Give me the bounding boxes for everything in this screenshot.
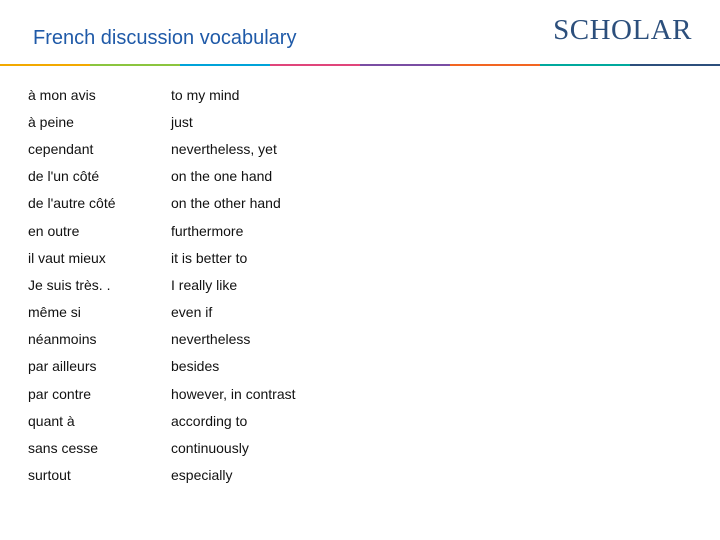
english-translation: on the other hand <box>171 195 281 212</box>
english-translation: just <box>171 113 193 130</box>
divider-segment <box>360 64 450 66</box>
divider-segment <box>270 64 360 66</box>
french-term: sans cesse <box>28 440 99 457</box>
divider-segment <box>540 64 630 66</box>
divider-segment <box>90 64 180 66</box>
vocab-row <box>28 108 628 135</box>
vocab-row <box>28 163 628 190</box>
english-translation: furthermore <box>171 222 244 239</box>
divider-segment <box>630 64 720 66</box>
french-term: par ailleurs <box>28 358 97 375</box>
french-term: à peine <box>28 113 74 130</box>
divider-segment <box>450 64 540 66</box>
french-term: néanmoins <box>28 331 97 348</box>
english-translation: it is better to <box>171 249 248 266</box>
english-translation: even if <box>171 304 213 321</box>
vocab-row <box>28 271 628 298</box>
vocab-row <box>28 380 628 407</box>
french-term: en outre <box>28 222 80 239</box>
vocab-row <box>28 407 628 434</box>
divider-segment <box>180 64 270 66</box>
french-term: de l'autre côté <box>28 195 116 212</box>
vocab-row <box>28 353 628 380</box>
vocab-row <box>28 434 628 461</box>
vocab-row <box>28 326 628 353</box>
french-term: surtout <box>28 467 71 484</box>
english-translation: nevertheless, yet <box>171 140 277 157</box>
english-translation: continuously <box>171 440 249 457</box>
english-translation: on the one hand <box>171 168 273 185</box>
english-translation: however, in contrast <box>171 385 296 402</box>
french-term: il vaut mieux <box>28 249 106 266</box>
french-term: Je suis très. . <box>28 276 111 293</box>
english-translation: besides <box>171 358 220 375</box>
divider-segment <box>0 64 90 66</box>
vocab-row <box>28 190 628 217</box>
header-divider <box>0 64 720 66</box>
vocab-row <box>28 244 628 271</box>
french-term: à mon avis <box>28 86 96 103</box>
vocab-row <box>28 81 628 108</box>
page-title: French discussion vocabulary <box>33 27 297 49</box>
french-term: quant à <box>28 412 75 429</box>
vocab-row <box>28 135 628 162</box>
english-translation: especially <box>171 467 233 484</box>
english-translation: nevertheless <box>171 331 251 348</box>
vocab-row <box>28 217 628 244</box>
english-translation: according to <box>171 412 248 429</box>
french-term: cependant <box>28 140 94 157</box>
english-translation: I really like <box>171 276 238 293</box>
vocab-row <box>28 299 628 326</box>
scholar-logo: SCHOLAR <box>553 14 692 46</box>
vocabulary-list <box>28 81 628 489</box>
french-term: par contre <box>28 385 92 402</box>
french-term: même si <box>28 304 81 321</box>
french-term: de l'un côté <box>28 168 100 185</box>
vocab-row <box>28 462 628 489</box>
english-translation: to my mind <box>171 86 240 103</box>
